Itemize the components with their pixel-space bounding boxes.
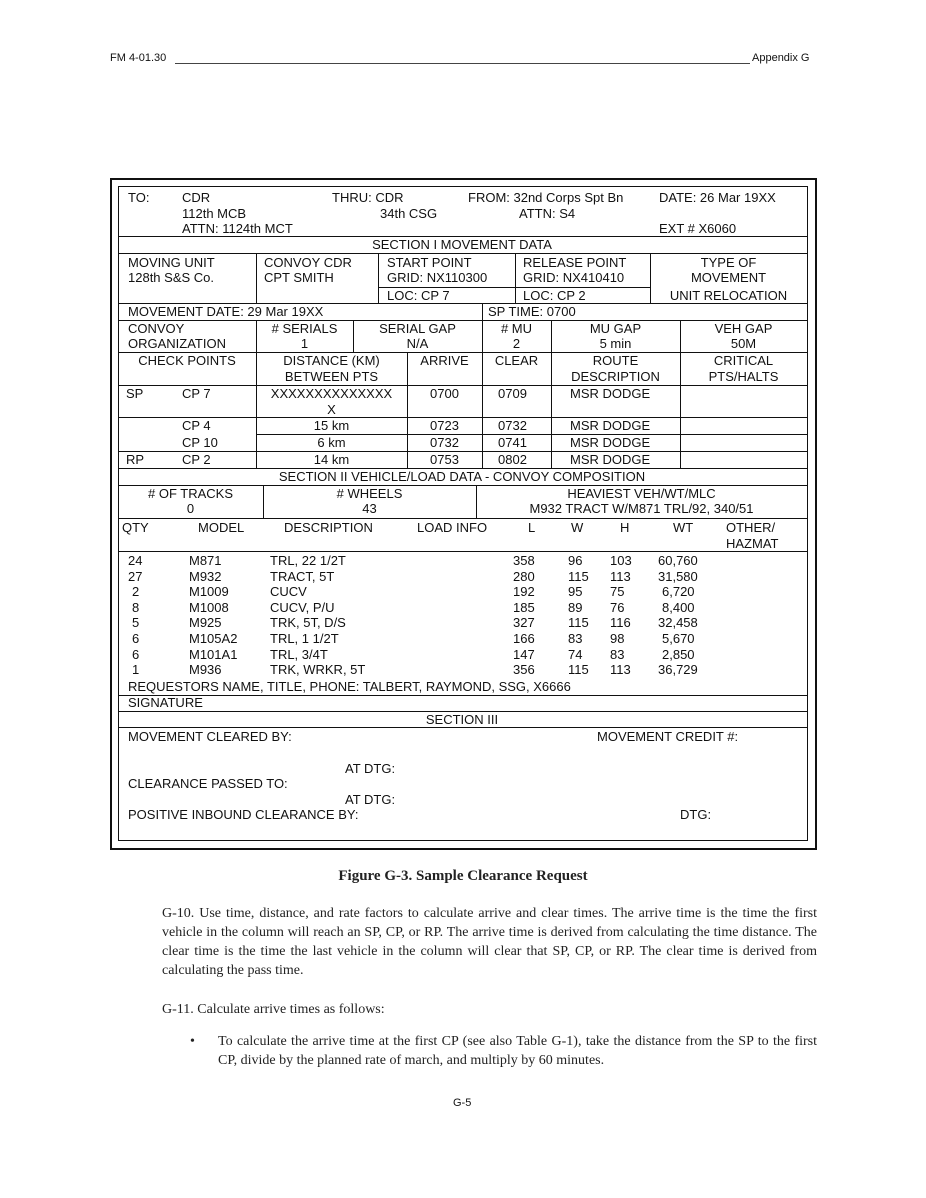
vehicle-wt: 60,760 (658, 553, 698, 568)
vehicle-description: TRK, 5T, D/S (270, 615, 346, 631)
vehicle-model: M936 (189, 662, 222, 678)
release-point-loc: LOC: CP 2 (523, 288, 586, 303)
checkpoint-clear: 0741 (498, 435, 527, 450)
h-header: H (620, 520, 630, 535)
checkpoint-clear: 0709 (498, 386, 527, 401)
from-line-2: ATTN: S4 (519, 206, 576, 221)
vehicle-h: 113 (610, 568, 631, 584)
vehicle-wt: 2,850 (662, 646, 695, 662)
route-header-1: ROUTE (592, 353, 639, 368)
checkpoint-distance: XXXXXXXXXXXXXX (270, 386, 393, 401)
section-1-title: SECTION I MOVEMENT DATA (372, 237, 552, 252)
w-header: W (571, 520, 584, 535)
checkpoint-distance: 14 km (313, 452, 350, 467)
checkpoint-arrive: 0732 (430, 435, 459, 450)
form-horizontal-rule (118, 695, 807, 696)
checkpoint-name: CP 2 (182, 452, 211, 467)
mu-label: # MU (500, 321, 533, 336)
to-line-1: CDR (182, 190, 211, 205)
vehicle-qty: 6 (132, 631, 140, 646)
vehicle-h: 75 (610, 584, 625, 600)
vehicle-qty: 6 (132, 646, 140, 662)
start-point-loc: LOC: CP 7 (387, 288, 450, 303)
form-vertical-rule (482, 303, 483, 320)
at-dtg-label-2: AT DTG: (345, 792, 396, 807)
tracks-label: # OF TRACKS (147, 486, 233, 501)
vehicle-w: 115 (568, 568, 589, 584)
paragraph-g11: G-11. Calculate arrive times as follows: (162, 1002, 385, 1017)
vehicle-description: CUCV, P/U (270, 599, 335, 615)
vehicle-l: 280 (513, 568, 535, 584)
form-horizontal-rule (118, 253, 807, 254)
to-line-3: ATTN: 1124th MCT (182, 221, 293, 236)
form-horizontal-rule (118, 518, 807, 519)
page-number: G-5 (453, 1097, 472, 1109)
start-point-grid: GRID: NX110300 (387, 270, 488, 285)
checkpoint-distance: 15 km (313, 418, 350, 433)
type-movement-label-1: TYPE OF (700, 255, 757, 270)
vehicle-l: 192 (513, 584, 535, 600)
vehicle-l: 147 (513, 646, 535, 662)
arrive-header: ARRIVE (420, 353, 469, 368)
signature-label: SIGNATURE (128, 695, 203, 710)
checkpoint-name: CP 4 (182, 418, 211, 433)
veh-gap-value: 50M (730, 336, 757, 351)
veh-gap-label: VEH GAP (714, 321, 773, 336)
other-header-2: HAZMAT (726, 536, 779, 551)
date-field: DATE: 26 Mar 19XX (659, 190, 776, 205)
serials-value: 1 (300, 336, 309, 351)
vehicle-w: 83 (568, 631, 583, 646)
bullet-icon: • (190, 1034, 195, 1049)
critical-header-1: CRITICAL (713, 353, 774, 368)
vehicle-wt: 31,580 (658, 568, 698, 584)
requestor-line: REQUESTORS NAME, TITLE, PHONE: TALBERT, RAYMOND, SSG, X6666 (128, 679, 571, 694)
l-header: L (528, 520, 536, 535)
moving-unit-value: 128th S&S Co. (128, 270, 214, 285)
vehicle-wt: 5,670 (662, 631, 695, 646)
moving-unit-label: MOVING UNIT (128, 255, 215, 270)
vehicle-qty: 5 (132, 615, 140, 631)
heaviest-label: HEAVIEST VEH/WT/MLC (567, 486, 716, 501)
checkpoint-distance: 6 km (317, 435, 346, 450)
checkpoint-route: MSR DODGE (570, 435, 651, 450)
vehicle-l: 356 (513, 662, 535, 678)
route-header-2: DESCRIPTION (571, 369, 660, 384)
checkpoint-name: CP 7 (182, 386, 211, 401)
vehicle-w: 96 (568, 553, 583, 568)
header-rule (175, 63, 750, 64)
credit-label: MOVEMENT CREDIT #: (597, 729, 739, 744)
mu-gap-value: 5 min (599, 336, 632, 351)
convoy-org-label-1: CONVOY (128, 321, 185, 336)
vehicle-model: M1009 (189, 584, 229, 600)
vehicle-qty: 24 (128, 553, 143, 568)
vehicle-l: 185 (513, 599, 535, 615)
checkpoint-arrive: 0753 (430, 452, 459, 467)
serial-gap-label: SERIAL GAP (379, 321, 456, 336)
vehicle-qty: 2 (132, 584, 140, 600)
distance-header-1: DISTANCE (KM) (283, 353, 380, 368)
type-movement-value: UNIT RELOCATION (669, 288, 788, 303)
vehicle-description: TRL, 1 1/2T (270, 631, 339, 646)
checkpoint-clear: 0802 (498, 452, 527, 467)
from-line-1: FROM: 32nd Corps Spt Bn (468, 190, 624, 205)
vehicle-w: 115 (568, 662, 589, 678)
vehicle-model: M925 (189, 615, 222, 631)
bullet-item-1: To calculate the arrive time at the first CP (see also Table G-1), take the distance from the SP to the first CP, divide by the planned rate of march, and multiply by 60 minutes. (218, 1034, 817, 1068)
serial-gap-value: N/A (406, 336, 429, 351)
start-point-label: START POINT (387, 255, 472, 270)
vehicle-h: 76 (610, 599, 625, 615)
check-points-header: CHECK POINTS (138, 353, 236, 368)
vehicle-model: M105A2 (189, 631, 238, 646)
to-label: TO: (128, 190, 150, 205)
model-header: MODEL (198, 520, 245, 535)
vehicle-h: 98 (610, 631, 625, 646)
mu-value: 2 (512, 336, 521, 351)
ext-field: EXT # X6060 (659, 221, 737, 236)
checkpoint-arrive: 0723 (430, 418, 459, 433)
vehicle-h: 103 (610, 553, 632, 568)
vehicle-wt: 36,729 (658, 662, 698, 678)
wheels-label: # WHEELS (336, 486, 403, 501)
qty-header: QTY (122, 520, 149, 535)
vehicle-qty: 8 (132, 599, 140, 615)
vehicle-description: TRL, 22 1/2T (270, 553, 346, 568)
clear-header: CLEAR (494, 353, 539, 368)
passed-to-label: CLEARANCE PASSED TO: (128, 776, 288, 791)
serials-label: # SERIALS (271, 321, 338, 336)
vehicle-model: M101A1 (189, 646, 238, 662)
figure-caption: Figure G-3. Sample Clearance Request (338, 868, 588, 884)
section-2-title: SECTION II VEHICLE/LOAD DATA - CONVOY COMPOSITION (278, 469, 646, 484)
checkpoint-route: MSR DODGE (570, 418, 651, 433)
cleared-by-label: MOVEMENT CLEARED BY: (128, 729, 292, 744)
vehicle-description: TRL, 3/4T (270, 646, 328, 662)
sp-distance-overflow: X (327, 402, 336, 417)
convoy-cdr-label: CONVOY CDR (264, 255, 352, 270)
checkpoint-clear: 0732 (498, 418, 527, 433)
vehicle-h: 83 (610, 646, 625, 662)
form-vertical-rule (482, 352, 483, 468)
description-header: DESCRIPTION (284, 520, 373, 535)
release-point-label: RELEASE POINT (523, 255, 627, 270)
vehicle-wt: 6,720 (662, 584, 695, 600)
form-horizontal-rule (118, 551, 807, 552)
other-header-1: OTHER/ (726, 520, 776, 535)
vehicle-model: M932 (189, 568, 222, 584)
critical-header-2: PTS/HALTS (708, 369, 779, 384)
paragraph-g10: G-10. Use time, distance, and rate factors to calculate arrive and clear times. The arrive time is the time the first vehicle in the column will reach an SP, CP, or RP. The arrive time is derived from calculating the time distance. The clear time is the time the last vehicle in the column will clear that SP, CP, or RP. The clear time is derived from calculating the pass time. (162, 906, 817, 978)
checkpoint-route: MSR DODGE (570, 386, 651, 401)
vehicle-w: 89 (568, 599, 583, 615)
movement-date: MOVEMENT DATE: 29 Mar 19XX (128, 304, 324, 319)
vehicle-h: 116 (610, 615, 631, 631)
form-vertical-rule (515, 253, 516, 303)
convoy-cdr-value: CPT SMITH (264, 270, 334, 285)
checkpoint-arrive: 0700 (430, 386, 459, 401)
checkpoint-route: MSR DODGE (570, 452, 651, 467)
inbound-label: POSITIVE INBOUND CLEARANCE BY: (128, 807, 359, 822)
vehicle-model: M1008 (189, 599, 229, 615)
mu-gap-label: MU GAP (589, 321, 642, 336)
load-info-header: LOAD INFO (417, 520, 488, 535)
checkpoint-type: RP (126, 452, 145, 467)
convoy-org-label-2: ORGANIZATION (128, 336, 226, 351)
wt-header: WT (673, 520, 694, 535)
release-point-grid: GRID: NX410410 (523, 270, 625, 285)
dtg-label: DTG: (680, 807, 712, 822)
vehicle-model: M871 (189, 553, 222, 568)
at-dtg-label-1: AT DTG: (345, 761, 396, 776)
vehicle-description: TRK, WRKR, 5T (270, 662, 366, 678)
form-vertical-rule (256, 253, 257, 303)
vehicle-description: CUCV (270, 584, 307, 600)
thru-line-1: THRU: CDR (332, 190, 404, 205)
vehicle-wt: 8,400 (662, 599, 695, 615)
vehicle-w: 115 (568, 615, 589, 631)
checkpoint-type: SP (126, 386, 144, 401)
sp-time: SP TIME: 0700 (488, 304, 576, 319)
vehicle-l: 358 (513, 553, 535, 568)
type-movement-label-2: MOVEMENT (690, 270, 767, 285)
vehicle-qty: 1 (132, 662, 140, 678)
heaviest-value: M932 TRACT W/M871 TRL/92, 340/51 (529, 501, 754, 516)
checkpoint-name: CP 10 (182, 435, 218, 450)
vehicle-w: 95 (568, 584, 583, 600)
vehicle-w: 74 (568, 646, 583, 662)
distance-header-2: BETWEEN PTS (284, 369, 379, 384)
wheels-value: 43 (362, 501, 377, 516)
vehicle-wt: 32,458 (658, 615, 698, 631)
thru-line-2: 34th CSG (380, 206, 438, 221)
header-left: FM 4-01.30 (110, 52, 167, 64)
vehicle-description: TRACT, 5T (270, 568, 335, 584)
vehicle-l: 166 (513, 631, 535, 646)
tracks-value: 0 (186, 501, 195, 516)
vehicle-h: 113 (610, 662, 631, 678)
vehicle-qty: 27 (128, 568, 143, 584)
header-right: Appendix G (752, 52, 810, 64)
section-3-title: SECTION III (425, 712, 499, 727)
vehicle-l: 327 (513, 615, 535, 631)
to-line-2: 112th MCB (182, 206, 247, 221)
form-vertical-rule (378, 253, 379, 303)
